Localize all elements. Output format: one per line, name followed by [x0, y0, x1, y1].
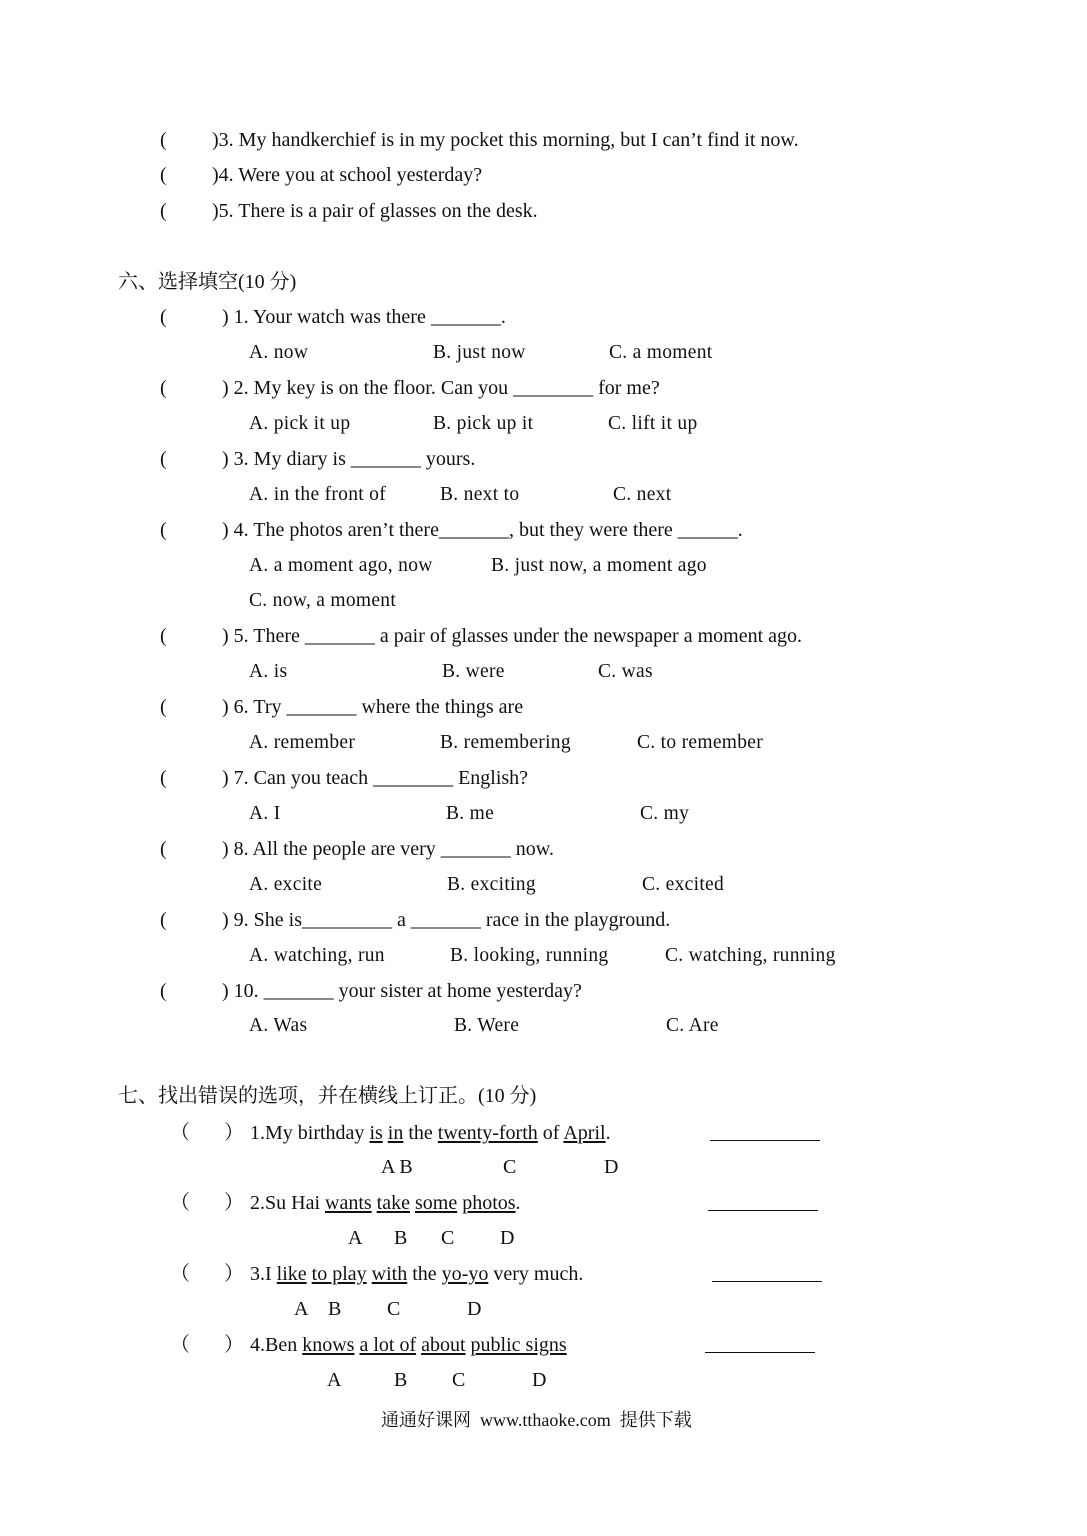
option-b-underline: in: [387, 1122, 404, 1144]
option-a: A. remember: [249, 732, 356, 753]
option-b: B. Were: [454, 1015, 520, 1036]
letter-d: D: [500, 1227, 515, 1249]
error-item-2: 2.Su Hai wants take some photos.: [250, 1192, 521, 1214]
option-c: C. to remember: [637, 732, 764, 753]
letter-b: B: [394, 1369, 408, 1391]
answer-paren-open: (: [160, 838, 167, 860]
option-b: B. looking, running: [450, 945, 609, 966]
question-6-3: ) 3. My diary is _______ yours.: [222, 448, 476, 470]
question-6-9: ) 9. She is_________ a _______ race in the playground.: [222, 909, 671, 931]
letter-ab: A B: [381, 1156, 413, 1178]
answer-paren-open: (: [160, 129, 167, 151]
option-c-underline: with: [371, 1263, 408, 1285]
question-5-4: )4. Were you at school yesterday?: [212, 164, 483, 186]
letter-a: A: [348, 1227, 363, 1249]
option-c: C. next: [613, 484, 672, 505]
answer-paren-open: (: [160, 377, 167, 399]
answer-paren-open: （: [170, 1122, 190, 1144]
option-a-underline: wants: [325, 1192, 372, 1214]
footer-source: 通通好课网 www.tthaoke.com 提供下载: [381, 1410, 692, 1430]
letter-b: B: [328, 1298, 342, 1320]
question-6-4: ) 4. The photos aren’t there_______, but they were there ______.: [222, 519, 743, 541]
option-b: B. exciting: [447, 874, 536, 895]
answer-paren-open: (: [160, 306, 167, 328]
option-c-underline: some: [414, 1192, 458, 1214]
option-b-underline: to play: [311, 1263, 367, 1285]
answer-paren-open: (: [160, 200, 167, 222]
question-6-5: ) 5. There _______ a pair of glasses under the newspaper a moment ago.: [222, 625, 803, 647]
answer-paren-open: (: [160, 909, 167, 931]
section-6-heading: 六、选择填空(10 分): [118, 271, 297, 293]
answer-paren-open: (: [160, 625, 167, 647]
option-a: A. watching, run: [249, 945, 385, 966]
option-a: A. I: [249, 803, 281, 824]
option-a-underline: knows: [302, 1334, 355, 1356]
option-b: B. next to: [440, 484, 520, 505]
correction-blank[interactable]: [705, 1352, 815, 1353]
option-a: A. is: [249, 661, 288, 682]
option-c: C. was: [598, 661, 653, 682]
option-c: C. now, a moment: [249, 590, 397, 611]
option-b: B. were: [442, 661, 505, 682]
option-b: B. remembering: [440, 732, 571, 753]
option-c: C. a moment: [609, 342, 713, 363]
option-c: C. watching, running: [665, 945, 836, 966]
option-a: A. now: [249, 342, 309, 363]
letter-d: D: [604, 1156, 619, 1178]
option-b-underline: a lot of: [359, 1334, 417, 1356]
letter-b: B: [394, 1227, 408, 1249]
option-a: A. a moment ago, now: [249, 555, 433, 576]
answer-paren-close: ）: [224, 1122, 244, 1144]
question-5-3: )3. My handkerchief is in my pocket this morning, but I can’t find it now.: [212, 129, 799, 151]
error-item-1: 1.My birthday is in the twenty-forth of April.: [250, 1122, 611, 1144]
question-5-5: )5. There is a pair of glasses on the desk.: [212, 200, 538, 222]
letter-a: A: [327, 1369, 342, 1391]
option-d-underline: yo-yo: [441, 1263, 489, 1285]
option-a-underline: like: [276, 1263, 307, 1285]
option-a-underline: is: [369, 1122, 383, 1144]
question-6-7: ) 7. Can you teach ________ English?: [222, 767, 529, 789]
question-6-1: ) 1. Your watch was there _______.: [222, 306, 506, 328]
letter-c: C: [441, 1227, 455, 1249]
option-a: A. pick it up: [249, 413, 351, 434]
option-a: A. excite: [249, 874, 323, 895]
correction-blank[interactable]: [710, 1140, 820, 1141]
option-b: B. just now: [433, 342, 526, 363]
question-6-2: ) 2. My key is on the floor. Can you ________ for me?: [222, 377, 660, 399]
option-d-underline: photos: [462, 1192, 516, 1214]
option-c: C. excited: [642, 874, 725, 895]
letter-d: D: [532, 1369, 547, 1391]
letter-c: C: [503, 1156, 517, 1178]
option-b-underline: take: [376, 1192, 410, 1214]
answer-paren-close: ）: [224, 1334, 244, 1356]
answer-paren-open: （: [170, 1192, 190, 1214]
option-b: B. pick up it: [433, 413, 534, 434]
answer-paren-open: (: [160, 767, 167, 789]
option-b: B. just now, a moment ago: [491, 555, 707, 576]
option-c-underline: twenty-forth: [437, 1122, 538, 1144]
option-c: C. lift it up: [608, 413, 698, 434]
option-d-underline: public signs: [470, 1334, 567, 1356]
error-item-4: 4.Ben knows a lot of about public signs: [250, 1334, 567, 1356]
answer-paren-open: (: [160, 519, 167, 541]
letter-d: D: [467, 1298, 482, 1320]
answer-paren-open: (: [160, 448, 167, 470]
answer-paren-open: （: [170, 1263, 190, 1285]
answer-paren-open: (: [160, 980, 167, 1002]
letter-a: A: [294, 1298, 309, 1320]
question-6-8: ) 8. All the people are very _______ now.: [222, 838, 554, 860]
option-c-underline: about: [421, 1334, 466, 1356]
answer-paren-open: (: [160, 164, 167, 186]
option-d-underline: April: [563, 1122, 606, 1144]
option-a: A. Was: [249, 1015, 308, 1036]
answer-paren-open: (: [160, 696, 167, 718]
answer-paren-open: （: [170, 1334, 190, 1356]
section-7-heading: 七、找出错误的选项，并在横线上订正。(10 分): [118, 1085, 537, 1107]
option-b: B. me: [446, 803, 495, 824]
question-6-10: ) 10. _______ your sister at home yesterday?: [222, 980, 582, 1002]
letter-c: C: [387, 1298, 401, 1320]
answer-paren-close: ）: [224, 1192, 244, 1214]
error-item-3: 3.I like to play with the yo-yo very much.: [250, 1263, 584, 1285]
option-c: C. Are: [666, 1015, 719, 1036]
question-6-6: ) 6. Try _______ where the things are: [222, 696, 524, 718]
answer-paren-close: ）: [224, 1263, 244, 1285]
correction-blank[interactable]: [708, 1210, 818, 1211]
correction-blank[interactable]: [712, 1281, 822, 1282]
option-c: C. my: [640, 803, 690, 824]
option-a: A. in the front of: [249, 484, 386, 505]
letter-c: C: [452, 1369, 466, 1391]
